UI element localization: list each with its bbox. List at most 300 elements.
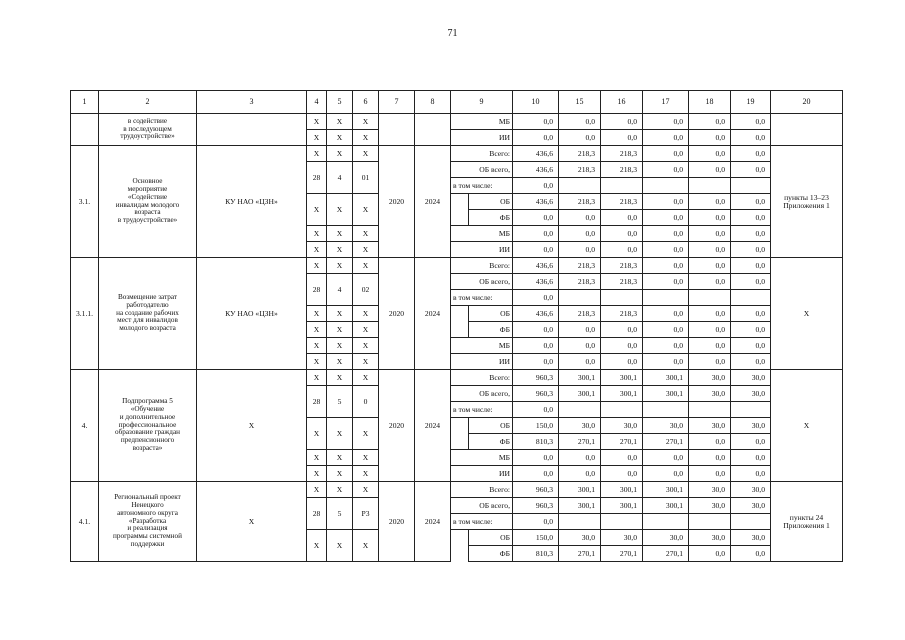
value-cell: 30,0 [689,498,731,514]
value-cell: 300,1 [559,498,601,514]
header-cell: 1 [71,91,99,114]
header-cell: 2 [99,91,197,114]
table-row [71,146,843,162]
value-cell: 30,0 [689,482,731,498]
value-cell: 0,0 [643,130,689,146]
value-cell: 0,0 [559,450,601,466]
code-cell: X [353,450,379,466]
funding-type: МБ [451,226,513,242]
indent-spacer [451,322,469,338]
code-cell: X [327,258,353,274]
funding-type: ФБ [469,546,513,562]
value-cell: 810,3 [513,434,559,450]
value-cell [643,290,689,306]
value-cell: 0,0 [601,354,643,370]
value-cell: 0,0 [559,338,601,354]
indent-spacer [451,194,469,210]
value-cell: 30,0 [601,530,643,546]
code-cell: X [307,258,327,274]
value-cell: 218,3 [559,306,601,322]
value-cell: 0,0 [559,354,601,370]
value-cell: 300,1 [559,386,601,402]
value-cell: 0,0 [601,450,643,466]
value-cell: 218,3 [559,258,601,274]
value-cell: 0,0 [731,450,771,466]
funding-type: ОБ всего, [451,498,513,514]
value-cell: 0,0 [643,194,689,210]
funding-type: ИИ [451,130,513,146]
code-cell: X [353,530,379,562]
end-year [415,114,451,146]
value-cell: 0,0 [513,226,559,242]
value-cell: 0,0 [513,338,559,354]
code-cell: X [327,146,353,162]
item-name: в содействие в последующем трудоустройстве» [99,114,197,146]
code-cell: X [307,530,327,562]
item-name: Возмещение затрат работодателю на создание рабочих мест для инвалидов молодого возраста [99,258,197,370]
value-cell: 0,0 [689,146,731,162]
funding-type: МБ [451,450,513,466]
value-cell: 150,0 [513,418,559,434]
value-cell: 30,0 [643,530,689,546]
value-cell: 0,0 [601,466,643,482]
funding-type: ОБ [469,194,513,210]
value-cell: 30,0 [601,418,643,434]
funding-type: ИИ [451,242,513,258]
value-cell: 0,0 [643,354,689,370]
value-cell: 810,3 [513,546,559,562]
value-cell: 30,0 [643,418,689,434]
code-cell: X [327,482,353,498]
header-cell: 16 [601,91,643,114]
funding-type: в том числе: [451,514,513,530]
code-cell: X [327,194,353,226]
funding-type: Всего: [451,258,513,274]
code-cell: X [327,130,353,146]
funding-type: ИИ [451,466,513,482]
code-cell: X [353,370,379,386]
code-cell: X [353,418,379,450]
code-cell: X [327,338,353,354]
start-year: 2020 [379,146,415,258]
start-year: 2020 [379,370,415,482]
value-cell: 436,6 [513,306,559,322]
value-cell [601,514,643,530]
value-cell: 0,0 [731,162,771,178]
code-cell: X [307,114,327,130]
value-cell [689,402,731,418]
code-cell: X [307,194,327,226]
funding-type: ОБ всего, [451,386,513,402]
value-cell: 0,0 [731,354,771,370]
value-cell: 0,0 [731,546,771,562]
end-year: 2024 [415,370,451,482]
item-name: Подпрограмма 5 «Обучение и дополнительное профессиональное образование граждан предпенсионного возраста» [99,370,197,482]
value-cell [559,402,601,418]
end-year: 2024 [415,146,451,258]
value-cell: 0,0 [559,226,601,242]
value-cell: 0,0 [513,130,559,146]
value-cell: 0,0 [689,322,731,338]
funding-type: ФБ [469,210,513,226]
value-cell: 150,0 [513,530,559,546]
value-cell: 0,0 [689,306,731,322]
header-cell: 17 [643,91,689,114]
note: пункты 13–23 Приложения 1 [771,146,843,258]
value-cell: 218,3 [559,194,601,210]
value-cell: 30,0 [689,370,731,386]
start-year: 2020 [379,258,415,370]
value-cell [601,290,643,306]
code-cell: X [307,482,327,498]
code-cell: 0 [353,386,379,418]
value-cell: 300,1 [643,482,689,498]
code-cell: X [307,130,327,146]
code-cell: X [353,466,379,482]
value-cell: 0,0 [513,242,559,258]
code-cell: 4 [327,274,353,306]
value-cell: 0,0 [513,354,559,370]
value-cell: 0,0 [601,322,643,338]
header-cell: 5 [327,91,353,114]
item-number: 4. [71,370,99,482]
value-cell: 0,0 [731,194,771,210]
code-cell: X [307,242,327,258]
value-cell: 0,0 [731,274,771,290]
code-cell: X [307,338,327,354]
item-number [71,114,99,146]
value-cell: 960,3 [513,482,559,498]
code-cell: X [327,530,353,562]
funding-type: в том числе: [451,402,513,418]
executor: КУ НАО «ЦЗН» [197,146,307,258]
code-cell: X [327,114,353,130]
value-cell: 30,0 [731,530,771,546]
value-cell [643,402,689,418]
value-cell: 960,3 [513,386,559,402]
value-cell: 0,0 [689,194,731,210]
value-cell: 0,0 [689,434,731,450]
value-cell: 300,1 [601,370,643,386]
value-cell: 270,1 [601,434,643,450]
code-cell: X [327,450,353,466]
item-number: 3.1.1. [71,258,99,370]
value-cell: 218,3 [601,306,643,322]
value-cell: 0,0 [513,514,559,530]
code-cell: X [353,322,379,338]
value-cell: 0,0 [513,290,559,306]
value-cell: 218,3 [601,258,643,274]
value-cell: 300,1 [601,498,643,514]
code-cell: X [353,130,379,146]
funding-type: ОБ всего, [451,162,513,178]
code-cell: X [307,226,327,242]
value-cell: 0,0 [689,274,731,290]
value-cell: 0,0 [601,210,643,226]
value-cell: 270,1 [643,546,689,562]
value-cell: 0,0 [643,146,689,162]
indent-spacer [451,530,469,546]
funding-type: ОБ [469,306,513,322]
value-cell [601,402,643,418]
table-row [71,370,843,386]
value-cell: 0,0 [689,466,731,482]
value-cell: 0,0 [689,354,731,370]
funding-type: ИИ [451,354,513,370]
value-cell: 0,0 [513,178,559,194]
code-cell: X [307,418,327,450]
value-cell: 0,0 [689,338,731,354]
budget-table [70,90,843,562]
value-cell: 30,0 [731,386,771,402]
value-cell: 0,0 [643,306,689,322]
value-cell: 300,1 [643,498,689,514]
code-cell: X [307,354,327,370]
code-cell: 5 [327,498,353,530]
value-cell: 218,3 [559,146,601,162]
funding-type: в том числе: [451,178,513,194]
value-cell [601,178,643,194]
value-cell: 0,0 [731,466,771,482]
note: X [771,370,843,482]
code-cell: X [327,322,353,338]
value-cell: 0,0 [689,130,731,146]
table-row [71,114,843,130]
code-cell: X [327,418,353,450]
code-cell: X [353,194,379,226]
header-cell: 6 [353,91,379,114]
value-cell: 30,0 [731,370,771,386]
value-cell: 0,0 [731,338,771,354]
value-cell: 218,3 [601,162,643,178]
code-cell: X [327,466,353,482]
code-cell: 01 [353,162,379,194]
value-cell [643,514,689,530]
value-cell: 218,3 [559,162,601,178]
funding-type: ОБ [469,418,513,434]
code-cell: X [307,146,327,162]
value-cell: 0,0 [643,162,689,178]
value-cell: 0,0 [643,450,689,466]
value-cell [731,290,771,306]
code-cell: X [327,354,353,370]
value-cell: 270,1 [559,434,601,450]
value-cell: 30,0 [731,482,771,498]
funding-type: МБ [451,338,513,354]
value-cell: 0,0 [689,546,731,562]
value-cell: 0,0 [601,130,643,146]
value-cell: 0,0 [731,210,771,226]
value-cell [731,514,771,530]
value-cell: 218,3 [601,274,643,290]
value-cell [643,178,689,194]
value-cell: 0,0 [731,146,771,162]
value-cell: 0,0 [643,242,689,258]
value-cell [731,178,771,194]
value-cell: 0,0 [559,242,601,258]
value-cell [689,178,731,194]
value-cell: 30,0 [689,386,731,402]
value-cell: 436,6 [513,162,559,178]
value-cell: 0,0 [559,114,601,130]
value-cell: 0,0 [689,114,731,130]
code-cell: X [353,482,379,498]
note [771,114,843,146]
table-row [71,258,843,274]
value-cell: 0,0 [643,322,689,338]
value-cell: 0,0 [643,466,689,482]
funding-type: ОБ всего, [451,274,513,290]
value-cell: 0,0 [601,114,643,130]
value-cell [689,514,731,530]
value-cell: 0,0 [643,114,689,130]
value-cell: 436,6 [513,258,559,274]
indent-spacer [451,306,469,322]
value-cell: 0,0 [731,114,771,130]
code-cell: X [307,322,327,338]
item-name: Региональный проект Ненецкого автономного округа «Разработка и реализация программы системной поддержки [99,482,197,562]
code-cell: X [353,114,379,130]
executor: X [197,482,307,562]
value-cell: 0,0 [643,274,689,290]
value-cell: 270,1 [601,546,643,562]
value-cell: 0,0 [513,322,559,338]
value-cell: 0,0 [689,226,731,242]
code-cell: X [353,146,379,162]
value-cell: 0,0 [643,210,689,226]
code-cell: 02 [353,274,379,306]
funding-type: ФБ [469,434,513,450]
end-year: 2024 [415,258,451,370]
header-cell: 19 [731,91,771,114]
code-cell: 28 [307,498,327,530]
code-cell: X [353,242,379,258]
value-cell: 0,0 [643,258,689,274]
value-cell: 0,0 [689,242,731,258]
indent-spacer [451,210,469,226]
header-cell: 15 [559,91,601,114]
value-cell: 0,0 [601,242,643,258]
value-cell: 218,3 [601,146,643,162]
header-cell: 4 [307,91,327,114]
value-cell: 960,3 [513,498,559,514]
header-cell: 10 [513,91,559,114]
value-cell: 0,0 [731,130,771,146]
code-cell: X [327,370,353,386]
value-cell [559,290,601,306]
value-cell [559,178,601,194]
table-row [71,482,843,498]
value-cell: 0,0 [689,258,731,274]
funding-type: Всего: [451,370,513,386]
value-cell: 0,0 [643,226,689,242]
executor: X [197,370,307,482]
item-number: 3.1. [71,146,99,258]
code-cell: X [353,338,379,354]
value-cell: 0,0 [559,466,601,482]
value-cell: 300,1 [559,482,601,498]
header-cell: 7 [379,91,415,114]
value-cell: 0,0 [731,258,771,274]
code-cell: 28 [307,386,327,418]
funding-type: Всего: [451,146,513,162]
funding-type: Всего: [451,482,513,498]
value-cell: 0,0 [731,434,771,450]
value-cell: 300,1 [601,386,643,402]
page-number: 71 [447,28,458,39]
value-cell: 30,0 [731,418,771,434]
executor [197,114,307,146]
value-cell: 0,0 [731,242,771,258]
value-cell: 30,0 [731,498,771,514]
funding-type: ОБ [469,530,513,546]
header-row [71,91,843,114]
value-cell: 0,0 [559,210,601,226]
header-cell: 3 [197,91,307,114]
value-cell: 0,0 [513,210,559,226]
value-cell [731,402,771,418]
code-cell: 4 [327,162,353,194]
value-cell: 436,6 [513,274,559,290]
header-cell: 8 [415,91,451,114]
value-cell: 0,0 [559,322,601,338]
code-cell: P3 [353,498,379,530]
note: пункты 24 Приложения 1 [771,482,843,562]
code-cell: X [327,226,353,242]
funding-type: МБ [451,114,513,130]
executor: КУ НАО «ЦЗН» [197,258,307,370]
indent-spacer [451,546,469,562]
value-cell: 0,0 [513,114,559,130]
value-cell: 270,1 [559,546,601,562]
value-cell: 218,3 [601,194,643,210]
code-cell: X [353,306,379,322]
value-cell [689,290,731,306]
value-cell: 0,0 [731,322,771,338]
code-cell: X [353,258,379,274]
note: X [771,258,843,370]
header-cell: 9 [451,91,513,114]
value-cell: 300,1 [559,370,601,386]
value-cell: 436,6 [513,146,559,162]
code-cell: X [327,306,353,322]
indent-spacer [451,434,469,450]
value-cell: 0,0 [601,226,643,242]
code-cell: 28 [307,162,327,194]
value-cell: 0,0 [513,402,559,418]
code-cell: X [307,450,327,466]
value-cell: 0,0 [689,450,731,466]
start-year [379,114,415,146]
code-cell: 28 [307,274,327,306]
header-cell: 18 [689,91,731,114]
value-cell: 0,0 [601,338,643,354]
value-cell: 0,0 [643,338,689,354]
item-name: Основное мероприятие «Содействие инвалидам молодого возраста в трудоустройстве» [99,146,197,258]
value-cell: 0,0 [731,226,771,242]
header-cell: 20 [771,91,843,114]
value-cell: 30,0 [689,418,731,434]
indent-spacer [451,418,469,434]
code-cell: X [307,306,327,322]
value-cell: 300,1 [643,386,689,402]
value-cell [559,514,601,530]
code-cell: X [353,354,379,370]
value-cell: 0,0 [689,162,731,178]
value-cell: 30,0 [559,530,601,546]
value-cell: 218,3 [559,274,601,290]
funding-type: в том числе: [451,290,513,306]
